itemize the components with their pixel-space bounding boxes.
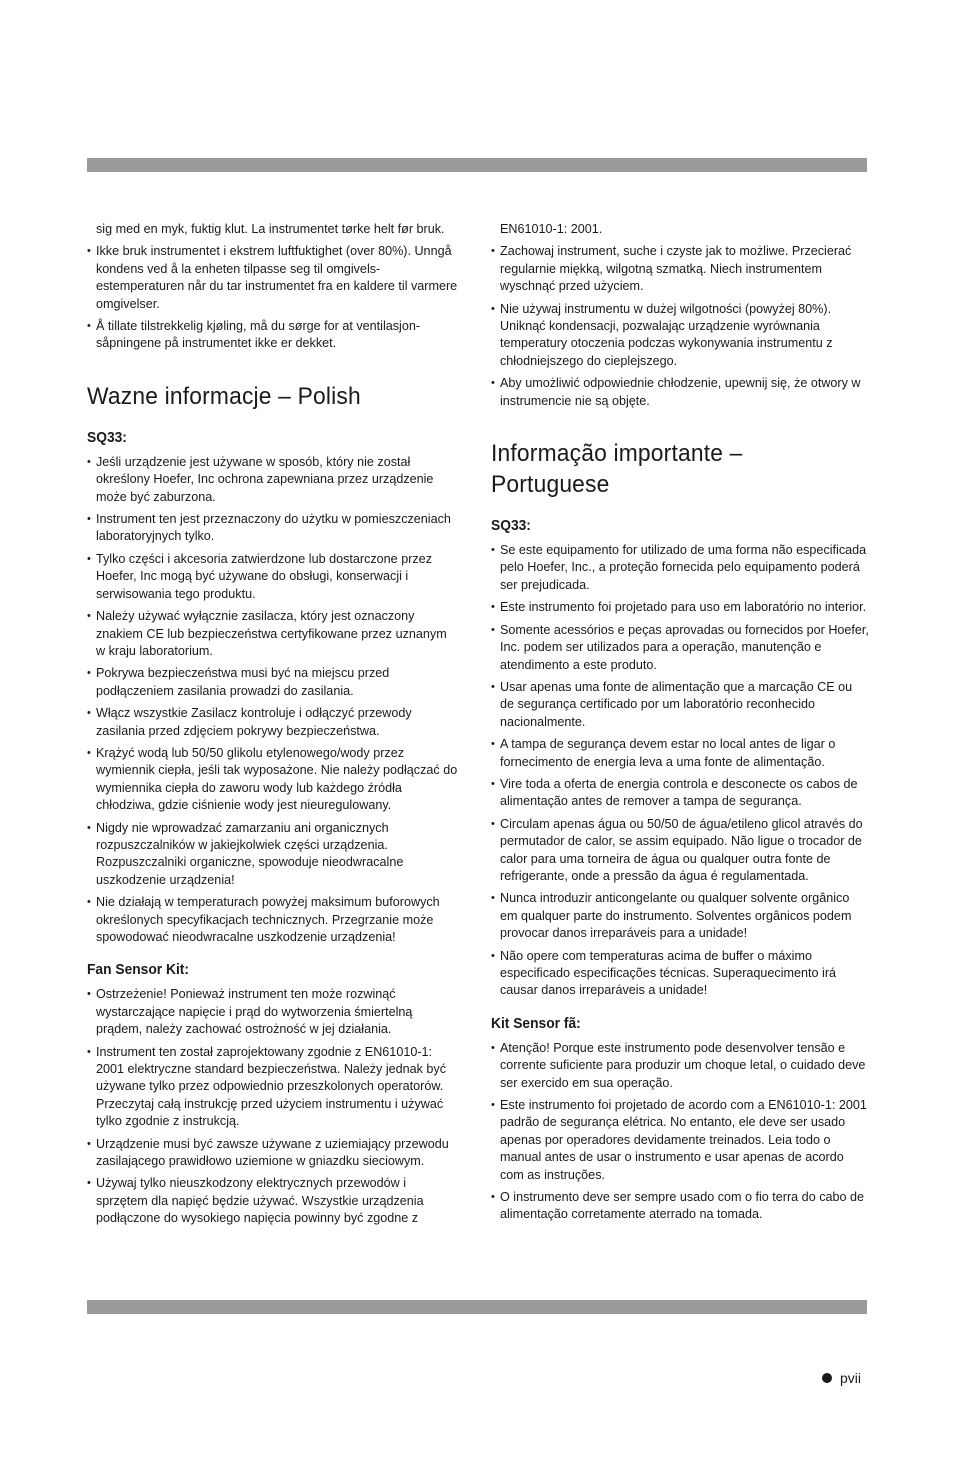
list-item: • Aby umożliwić odpowiednie chłodzenie, upewnij się, że otwory w instrumencie nie są objęte. bbox=[491, 375, 869, 410]
norwegian-bullets bbox=[87, 243, 459, 352]
list-item: • Circulam apenas água ou 50/50 de água/etileno glicol através do permutador de calor, se assim equipado. Não ligue o trocador de calor para uma torneira de água ou qualquer outra fonte de refrigerante, onde a pressão da água é regulamentada. bbox=[491, 816, 869, 886]
list-item: • Włącz wszystkie Zasilacz kontroluje i odłączyć przewody zasilania przed zdjęciem pokrywy bezpieczeństwa. bbox=[87, 705, 459, 740]
list-item: • Pokrywa bezpieczeństwa musi być na miejscu przed podłączeniem zasilania prowadzi do zasilania. bbox=[87, 665, 459, 700]
list-item: • Instrument ten jest przeznaczony do użytku w pomieszczeniach laboratoryjnych tylko. bbox=[87, 511, 459, 546]
list-item: • Zachowaj instrument, suche i czyste jak to możliwe. Przecierać regularnie miękką, wilgotną szmatką. Niech instrumentem wyschnąć przed użyciem. bbox=[491, 243, 869, 295]
list-item: • Instrument ten został zaprojektowany zgodnie z EN61010-1: 2001 elektryczne standard bezpieczeństwa. Należy jednak być używane tylko przez odpowiednio przeszkolonych operatorów. Przeczytaj całą instrukcję przed użyciem instrumentu i używać tylko zgodnie z instrukcją. bbox=[87, 1044, 459, 1131]
list-item: • Å tillate tilstrekkelig kjøling, må du sørge for at ventilasjonsåpningene på instrumentet ikke er dekket. bbox=[87, 318, 459, 353]
list-item: • Se este equipamento for utilizado de uma forma não especificada pelo Hoefer, Inc., a proteção fornecida pelo equipamento poderá ser prejudicada. bbox=[491, 542, 869, 594]
polish-fan-sensor-heading: Fan Sensor Kit: bbox=[87, 961, 189, 979]
list-item: • Urządzenie musi być zawsze używane z uziemiający przewodu zasilającego prawidłowo uziemione w gniazdku sieciowym. bbox=[87, 1136, 459, 1171]
list-item: • A tampa de segurança devem estar no local antes de ligar o fornecimento de energia leva a uma fonte de alimentação. bbox=[491, 736, 869, 771]
polish-continuation: EN61010-1: 2001. bbox=[500, 222, 603, 236]
list-item: • Vire toda a oferta de energia controla e desconecte os cabos de alimentação antes de remover a tampa de segurança. bbox=[491, 776, 869, 811]
list-item: • Nie używaj instrumentu w dużej wilgotności (powyżej 80%). Uniknąć kondensacji, pozwalając urządzenie wyrównania temperatury otoczenia podczas wykonywania instrumentu z chłodniejszego do cieplejszego. bbox=[491, 301, 869, 371]
polish-sq33-heading: SQ33: bbox=[87, 428, 127, 446]
portuguese-fan-sensor-heading: Kit Sensor fã: bbox=[491, 1014, 581, 1032]
list-item: • Nunca introduzir anticongelante ou qualquer solvente orgânico em qualquer parte do instrumento. Solventes orgânicos podem provocar danos irreparáveis para a unidade! bbox=[491, 890, 869, 942]
list-item: • Krążyć wodą lub 50/50 glikolu etylenowego/wody przez wymiennik ciepła, jeśli tak wyposażone. Nie należy podłączać do wymiennika ciepła do zaworu wody lub każdego źródła chłodziwa, gdzie ciśnienie wody jest nieuregulowany. bbox=[87, 745, 459, 815]
list-item: • Atenção! Porque este instrumento pode desenvolver tensão e corrente suficiente para produzir um choque letal, o cuidado deve ser exercido em sua operação. bbox=[491, 1040, 869, 1092]
list-item: • Tylko części i akcesoria zatwierdzone lub dostarczone przez Hoefer, Inc mogą być używane do obsługi, konserwacji i serwisowania tego produktu. bbox=[87, 551, 459, 603]
list-item: • Nigdy nie wprowadzać zamarzaniu ani organicznych rozpuszczalników w jakiejkolwiek części urządzenia. Rozpuszczalniki organiczne, spowoduje nieodwracalne uszkodzenie urządzenia! bbox=[87, 820, 459, 890]
list-item: • Este instrumento foi projetado para uso em laboratório no interior. bbox=[491, 599, 869, 616]
list-item: • Używaj tylko nieuszkodzony elektrycznych przewodów i sprzętem dla napięć będzie używać. Wszystkie urządzenia podłączone do wysokiego napięcia powinny być zgodne z bbox=[87, 1175, 459, 1227]
list-item: • Não opere com temperaturas acima de buffer o máximo especificado especificações técnicas. Superaquecimento irá causar danos irreparáveis a unidade! bbox=[491, 948, 869, 1000]
polish-fan-sensor-bullets bbox=[87, 986, 459, 1227]
page-number: pvii bbox=[840, 1370, 862, 1386]
left-column bbox=[87, 221, 459, 1233]
right-column bbox=[491, 221, 869, 1229]
portuguese-sq33-bullets bbox=[491, 542, 869, 1000]
bullet-dot-icon bbox=[822, 1373, 832, 1383]
list-item: • Jeśli urządzenie jest używane w sposób, który nie został określony Hoefer, Inc ochrona zapewniana przez urządzenie może być zaburzona. bbox=[87, 454, 459, 506]
footer-rule bbox=[87, 1300, 867, 1314]
polish-continuation-bullets bbox=[491, 243, 869, 410]
polish-section-title: Wazne informacje – Polish bbox=[87, 382, 361, 410]
list-item: • Usar apenas uma fonte de alimentação que a marcação CE ou de segurança certificado por um laboratório reconhecido nacionalmente. bbox=[491, 679, 869, 731]
list-item: • Należy używać wyłącznie zasilacza, który jest oznaczony znakiem CE lub bezpieczeństwa certyfikowane przez uznanym w kraju laboratorium. bbox=[87, 608, 459, 660]
polish-sq33-bullets bbox=[87, 454, 459, 947]
header-rule bbox=[87, 158, 867, 172]
list-item: • Ostrzeżenie! Ponieważ instrument ten może rozwinąć wystarczające napięcie i prąd do wytworzenia śmiertelną prądem, należy zachować ostrożność w jej działania. bbox=[87, 986, 459, 1038]
list-item: • Somente acessórios e peças aprovadas ou fornecidos por Hoefer, Inc. podem ser utilizados para a operação, manutenção e atendimento a este produto. bbox=[491, 622, 869, 674]
portuguese-sq33-heading: SQ33: bbox=[491, 517, 531, 535]
list-item: • Ikke bruk instrumentet i ekstrem luftfuktighet (over 80%). Unngå kondens ved å la enheten tilpasse seg til omgivelsestemperaturen når du tar instrumentet fra en kaldere til varmere omgivelser. bbox=[87, 243, 459, 313]
list-item: • Nie działają w temperaturach powyżej maksimum buforowych określonych specyfikacjach technicznych. Przegrzanie może spowodować nieodwracalne uszkodzenie urządzenia! bbox=[87, 894, 459, 946]
list-item: • Este instrumento foi projetado de acordo com a EN61010-1: 2001 padrão de segurança elétrica. No entanto, ele deve ser usado apenas por operadores devidamente treinados. Leia todo o manual antes de usar o instrumento e usar apenas de acordo com as instruções. bbox=[491, 1097, 869, 1184]
portuguese-section-title: Informação importante – Portuguese bbox=[491, 440, 743, 499]
page-footer bbox=[822, 1369, 861, 1387]
list-item: • O instrumento deve ser sempre usado com o fio terra do cabo de alimentação corretamente aterrado na tomada. bbox=[491, 1189, 869, 1224]
norwegian-continuation: sig med en myk, fuktig klut. La instrumentet tørke helt før bruk. bbox=[96, 222, 445, 236]
portuguese-fan-sensor-bullets bbox=[491, 1040, 869, 1224]
